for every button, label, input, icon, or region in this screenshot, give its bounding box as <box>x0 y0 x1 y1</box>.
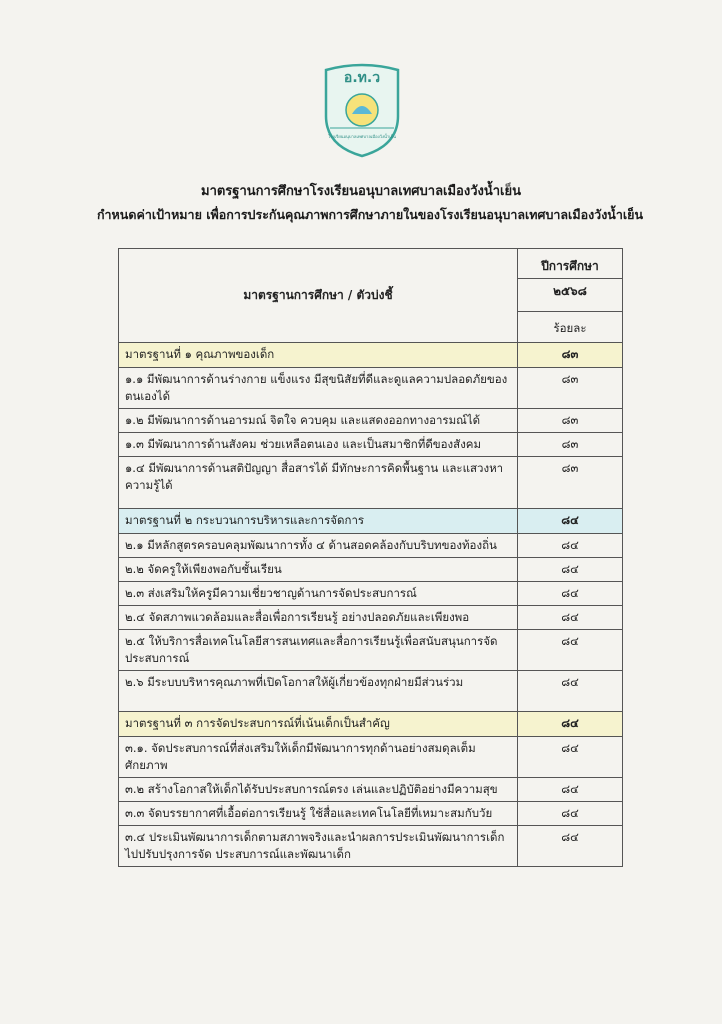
table-row <box>119 737 623 778</box>
indicator-text: ๒.๒ จัดครูให้เพียงพอกับชั้นเรียน <box>119 558 518 582</box>
standard-value: ๘๔ <box>518 712 623 737</box>
indicator-text: ๒.๑ มีหลักสูตรครอบคลุมพัฒนาการทั้ง ๔ ด้านสอดคล้องกับบริบทของท้องถิ่น <box>119 534 518 558</box>
table-row <box>119 630 623 671</box>
indicator-value: ๘๔ <box>518 802 623 826</box>
standard-title: มาตรฐานที่ ๑ คุณภาพของเด็ก <box>119 343 518 368</box>
header-unit: ร้อยละ <box>518 312 623 343</box>
indicator-value: ๘๔ <box>518 671 623 712</box>
indicator-value: ๘๔ <box>518 606 623 630</box>
header-standard-indicator: มาตรฐานการศึกษา / ตัวบ่งชี้ <box>119 249 518 343</box>
indicator-text: ๑.๒ มีพัฒนาการด้านอารมณ์ จิตใจ ควบคุม และแสดงออกทางอารมณ์ได้ <box>119 409 518 433</box>
indicator-text: ๑.๓ มีพัฒนาการด้านสังคม ช่วยเหลือตนเอง และเป็นสมาชิกที่ดีของสังคม <box>119 433 518 457</box>
table-row <box>119 826 623 867</box>
table-row <box>119 409 623 433</box>
indicator-text: ๓.๑. จัดประสบการณ์ที่ส่งเสริมให้เด็กมีพัฒนาการทุกด้านอย่างสมดุลเต็มศักยภาพ <box>119 737 518 778</box>
standards-table <box>118 248 623 867</box>
table-header-row <box>119 249 623 279</box>
svg-text:โรงเรียนอนุบาลเทศบาลเมืองวังน้: โรงเรียนอนุบาลเทศบาลเมืองวังน้ำเย็น <box>327 134 397 139</box>
table-row <box>119 582 623 606</box>
table-row <box>119 778 623 802</box>
indicator-value: ๘๔ <box>518 778 623 802</box>
indicator-value: ๘๓ <box>518 368 623 409</box>
document-title: มาตรฐานการศึกษาโรงเรียนอนุบาลเทศบาลเมืองวังน้ำเย็น <box>201 184 521 199</box>
standard-value: ๘๔ <box>518 509 623 534</box>
indicator-text: ๑.๑ มีพัฒนาการด้านร่างกาย แข็งแรง มีสุขนิสัยที่ดีและดูแลความปลอดภัยของตนเองได้ <box>119 368 518 409</box>
svg-text:อ.ท.ว: อ.ท.ว <box>343 70 381 86</box>
header-academic-year-label: ปีการศึกษา <box>518 249 623 279</box>
indicator-value: ๘๔ <box>518 582 623 606</box>
indicator-value: ๘๓ <box>518 433 623 457</box>
indicator-value: ๘๔ <box>518 630 623 671</box>
standard-row <box>119 343 623 368</box>
table-row <box>119 558 623 582</box>
standard-title: มาตรฐานที่ ๒ กระบวนการบริหารและการจัดการ <box>119 509 518 534</box>
indicator-text: ๒.๕ ให้บริการสื่อเทคโนโลยีสารสนเทศและสื่อการเรียนรู้เพื่อสนับสนุนการจัดประสบการณ์ <box>119 630 518 671</box>
header-academic-year: ๒๕๖๘ <box>518 279 623 312</box>
indicator-text: ๑.๔ มีพัฒนาการด้านสติปัญญา สื่อสารได้ มีทักษะการคิดพื้นฐาน และแสวงหาความรู้ได้ <box>119 457 518 509</box>
table-row <box>119 606 623 630</box>
standard-title: มาตรฐานที่ ๓ การจัดประสบการณ์ที่เน้นเด็กเป็นสำคัญ <box>119 712 518 737</box>
indicator-text: ๒.๓ ส่งเสริมให้ครูมีความเชี่ยวชาญด้านการจัดประสบการณ์ <box>119 582 518 606</box>
table-row <box>119 433 623 457</box>
table-row <box>119 368 623 409</box>
indicator-text: ๒.๖ มีระบบบริหารคุณภาพที่เปิดโอกาสให้ผู้เกี่ยวข้องทุกฝ่ายมีส่วนร่วม <box>119 671 518 712</box>
indicator-text: ๓.๓ จัดบรรยากาศที่เอื้อต่อการเรียนรู้ ใช้สื่อและเทคโนโลยีที่เหมาะสมกับวัย <box>119 802 518 826</box>
indicator-value: ๘๓ <box>518 457 623 509</box>
table-row <box>119 457 623 509</box>
indicator-text: ๒.๔ จัดสภาพแวดล้อมและสื่อเพื่อการเรียนรู้ อย่างปลอดภัยและเพียงพอ <box>119 606 518 630</box>
document-subtitle: กำหนดค่าเป้าหมาย เพื่อการประกันคุณภาพการศึกษาภายในของโรงเรียนอนุบาลเทศบาลเมืองวังน้ำเย็น <box>96 207 644 222</box>
table-row <box>119 671 623 712</box>
indicator-value: ๘๓ <box>518 409 623 433</box>
indicator-value: ๘๔ <box>518 558 623 582</box>
standard-value: ๘๓ <box>518 343 623 368</box>
table-row <box>119 534 623 558</box>
indicator-text: ๓.๔ ประเมินพัฒนาการเด็กตามสภาพจริงและนำผลการประเมินพัฒนาการเด็กไปปรับปรุงการจัด ประสบการณ์และพัฒนาเด็ก <box>119 826 518 867</box>
indicator-value: ๘๔ <box>518 534 623 558</box>
table-row <box>119 802 623 826</box>
standard-row <box>119 712 623 737</box>
standard-row <box>119 509 623 534</box>
indicator-value: ๘๔ <box>518 826 623 867</box>
school-logo <box>316 58 408 158</box>
indicator-value: ๘๔ <box>518 737 623 778</box>
indicator-text: ๓.๒ สร้างโอกาสให้เด็กได้รับประสบการณ์ตรง เล่นและปฏิบัติอย่างมีความสุข <box>119 778 518 802</box>
